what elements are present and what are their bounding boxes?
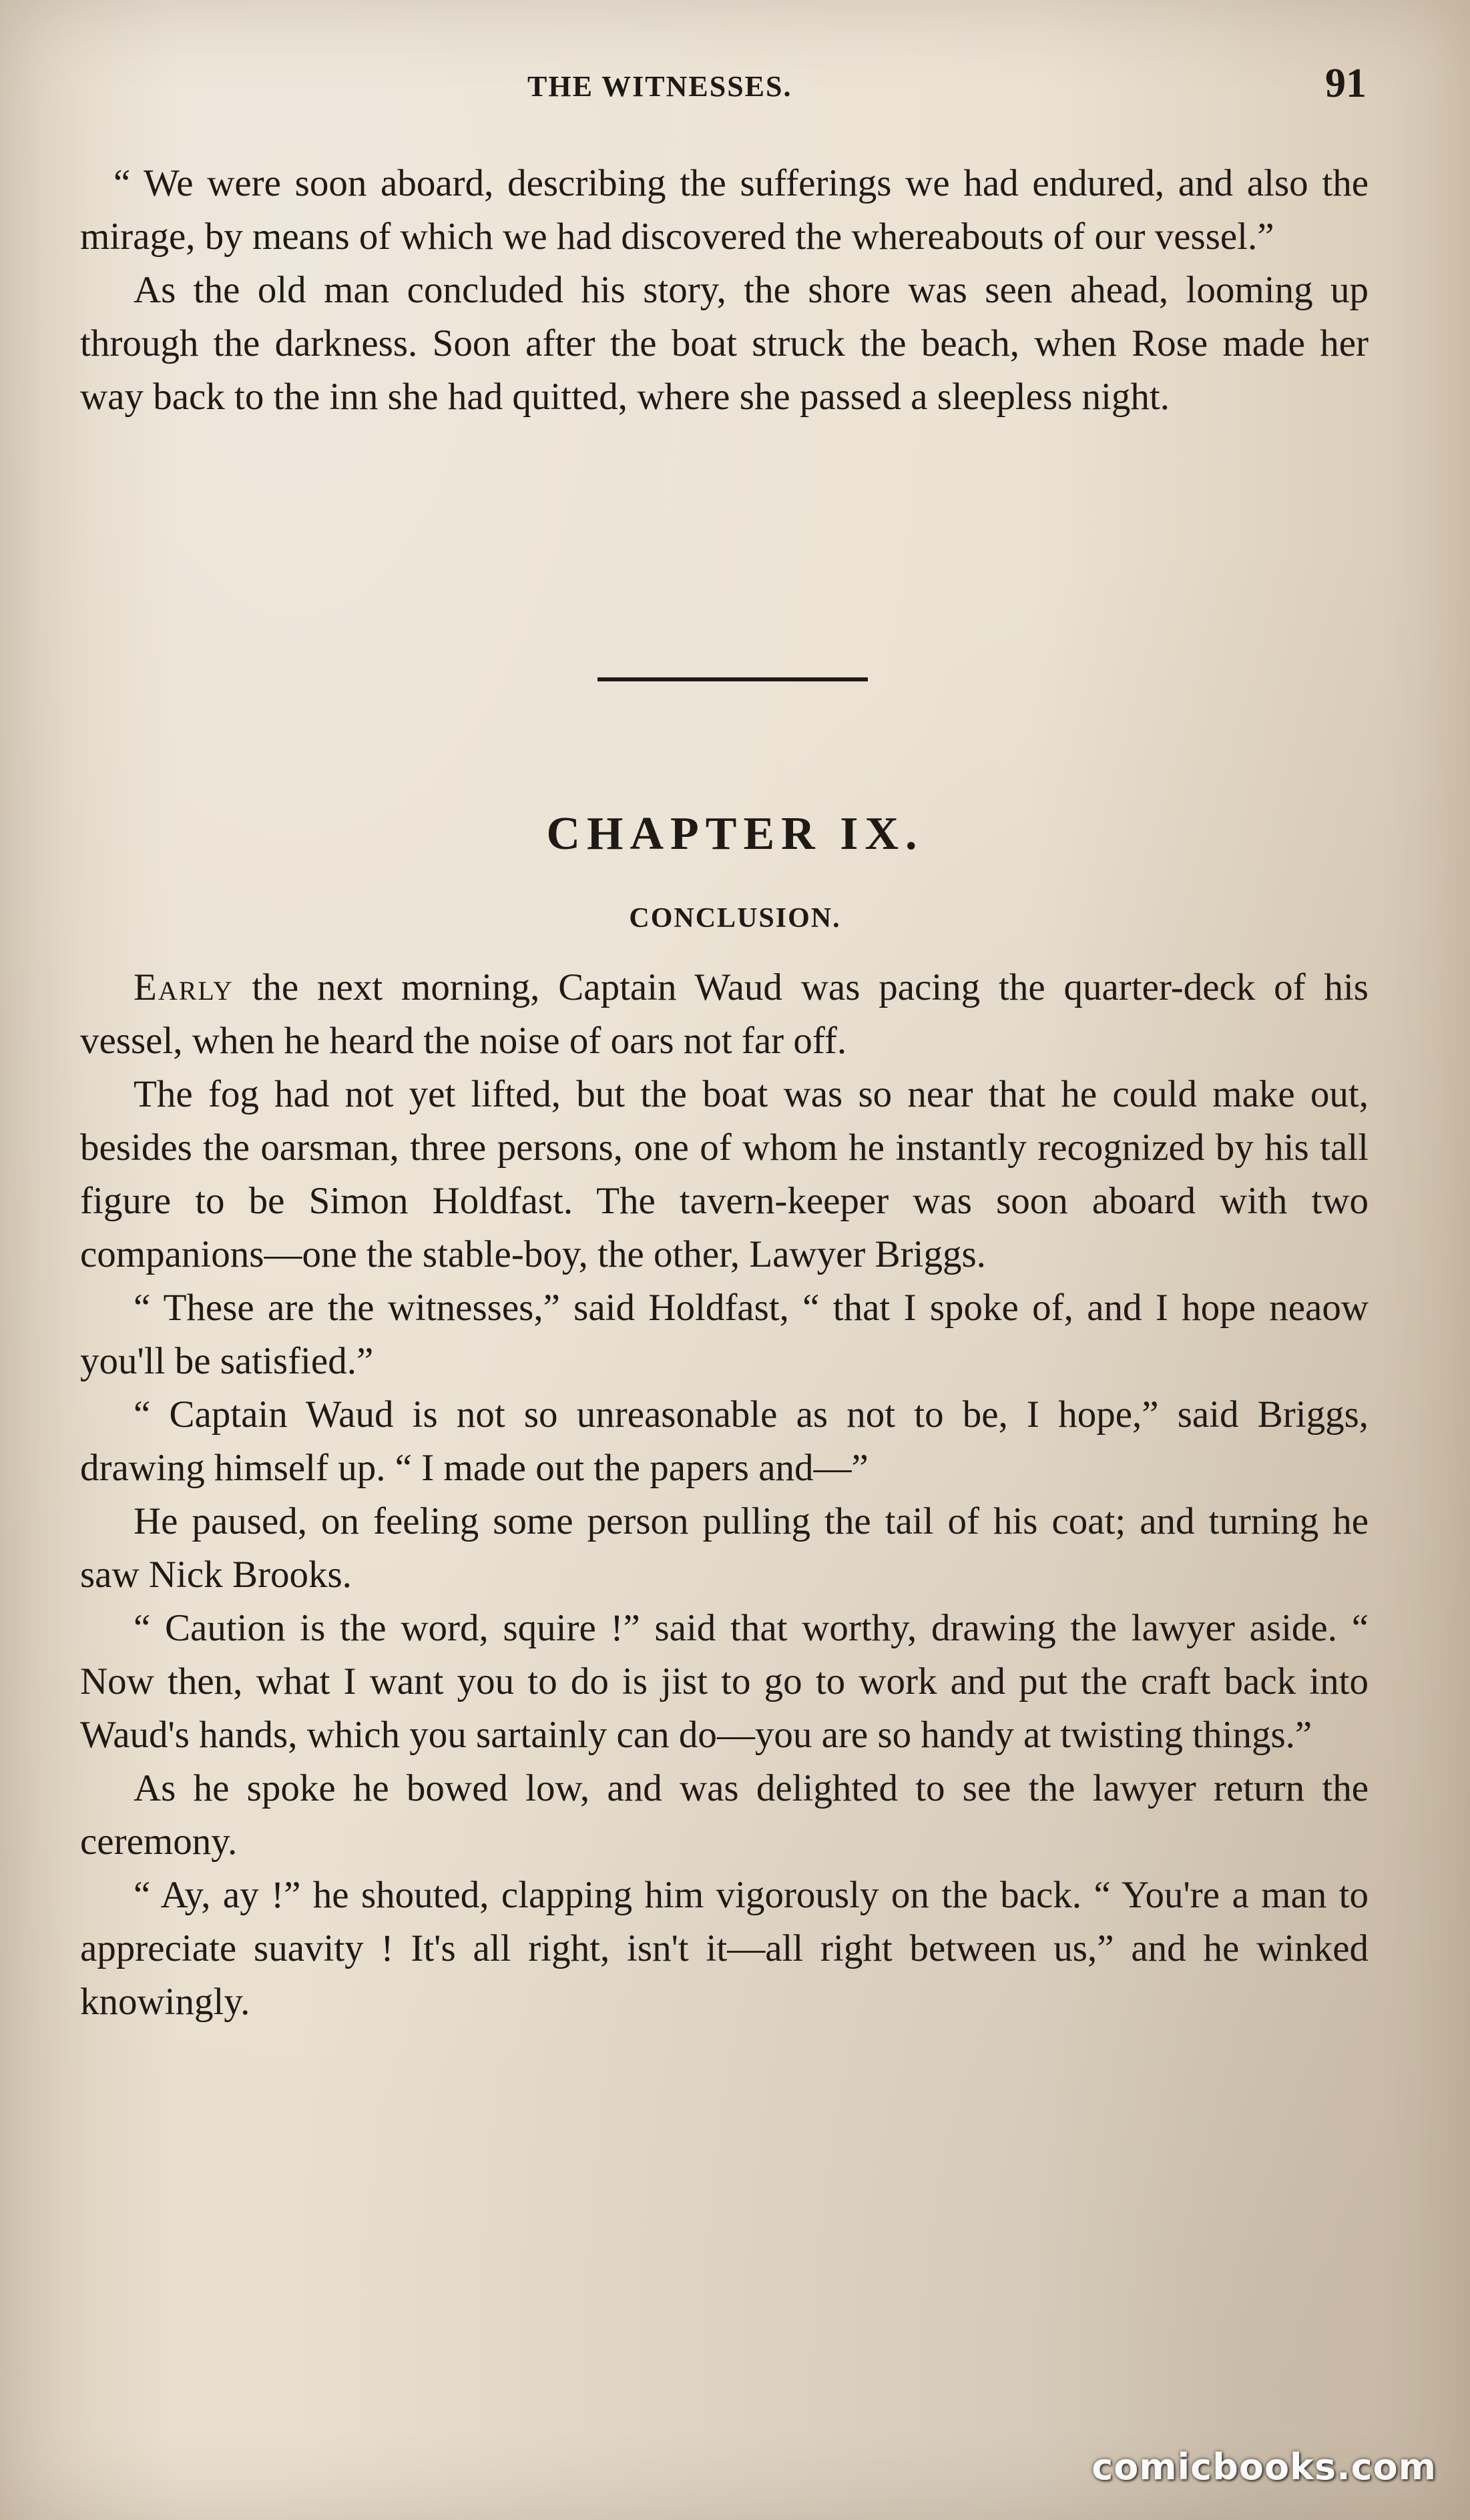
paragraph: As he spoke he bowed low, and was delighted to see the lawyer return the ceremony. [80, 1767, 1369, 1863]
chapter-title: CHAPTER IX. [546, 808, 924, 860]
opening-word: Early [134, 966, 234, 1008]
paragraph: “ Ay, ay !” he shouted, clapping him vigorously on the back. “ You're a man to appreciate suavity ! It's all right, isn't it—all right between us,” and he winked knowingly. [80, 1874, 1369, 2023]
chapter-subtitle: CONCLUSION. [629, 903, 841, 934]
previous-chapter-ending [80, 157, 1369, 424]
paragraph: “ Caution is the word, squire !” said that worthy, drawing the lawyer aside. “ Now then, what I want you to do is jist to go to work and put the craft back into Waud's hands, which you sartainly can do—you are so handy at twisting things.” [80, 1607, 1369, 1756]
paragraph: As the old man concluded his story, the shore was seen ahead, looming up through the darkness. Soon after the boat struck the beach, when Rose made her way back to the inn she had quitted, where she passed a sleepless night. [80, 269, 1369, 418]
paragraph: He paused, on feeling some person pulling the tail of his coat; and turning he saw Nick Brooks. [80, 1500, 1369, 1596]
opening-text: the next morning, Captain Waud was pacing the quarter-deck of his vessel, when he heard the noise of oars not far off. [80, 966, 1369, 1062]
site-watermark: comicbooks.com [1091, 2446, 1437, 2488]
paragraph: “ We were soon aboard, describing the sufferings we had endured, and also the mirage, by means of which we had discovered the whereabouts of our vessel.” [80, 162, 1369, 258]
chapter-body [80, 961, 1369, 2029]
paragraph: “ Captain Waud is not so unreasonable as not to be, I hope,” said Briggs, drawing himself up. “ I made out the papers and—” [80, 1393, 1369, 1489]
chapter-divider-rule [597, 677, 868, 681]
running-head: THE WITNESSES. [527, 70, 792, 103]
page-number: 91 [1325, 61, 1367, 106]
paragraph: “ These are the witnesses,” said Holdfast, “ that I spoke of, and I hope neaow you'll be satisfied.” [80, 1287, 1369, 1382]
opening-paragraph [80, 961, 1369, 1068]
paragraph: The fog had not yet lifted, but the boat was so near that he could make out, besides the oarsman, three persons, one of whom he instantly recognized by his tall figure to be Simon Holdfast. The tavern-keeper was soon aboard with two companions—one the stable-boy, the other, Lawyer Briggs. [80, 1073, 1369, 1275]
